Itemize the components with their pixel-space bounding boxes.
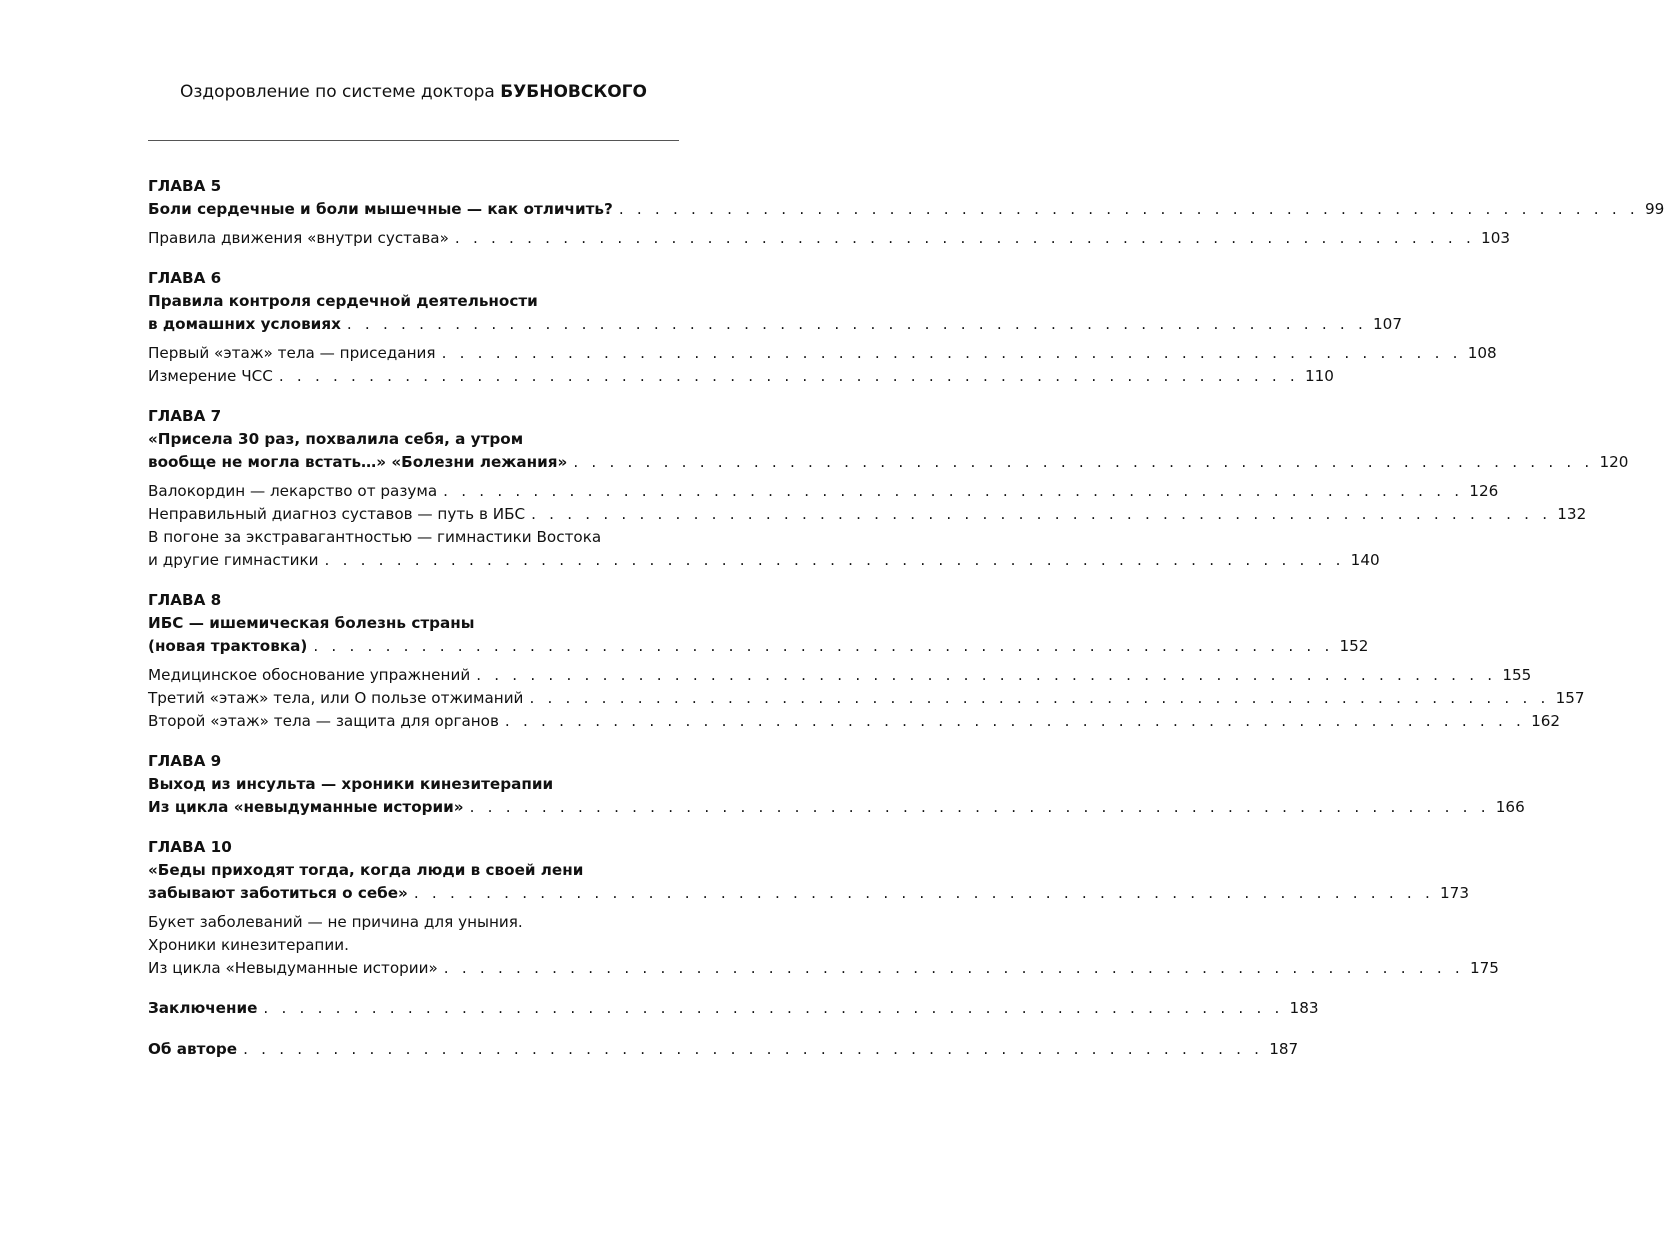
entry-title-line: Правила контроля сердечной деятельности bbox=[148, 292, 538, 310]
entry-title: Неправильный диагноз суставов — путь в ИБС bbox=[148, 505, 526, 523]
chapter-8 bbox=[148, 589, 1585, 733]
toc-entry-main[interactable] bbox=[148, 882, 1470, 905]
table-of-contents bbox=[148, 175, 1664, 1061]
toc-entry-main[interactable] bbox=[148, 313, 1403, 336]
dot-leader: . . . . . . . . . . . . . . . . . . . . . . . . . . . . . . . . . . . . . . . . . . . . . . . . . . . . . . . . . bbox=[469, 798, 1490, 816]
toc-entry[interactable] bbox=[148, 710, 1561, 733]
entry-title: Измерение ЧСС bbox=[148, 367, 273, 385]
toc-entry-main[interactable] bbox=[148, 796, 1525, 819]
entry-title-line: Выход из инсульта — хроники кинезитерапии bbox=[148, 775, 554, 793]
entry-title: (новая трактовка) bbox=[148, 637, 308, 655]
entry-title: Об авторе bbox=[148, 1040, 238, 1058]
dot-leader: . . . . . . . . . . . . . . . . . . . . . . . . . . . . . . . . . . . . . . . . . . . . . . . . . . . . . . . . . bbox=[413, 884, 1435, 902]
dot-leader: . . . . . . . . . . . . . . . . . . . . . . . . . . . . . . . . . . . . . . . . . . . . . . . . . . . . . . . . . bbox=[278, 367, 1299, 385]
page-number: 132 bbox=[1557, 505, 1587, 523]
page-number: 120 bbox=[1599, 453, 1629, 471]
dot-leader: . . . . . . . . . . . . . . . . . . . . . . . . . . . . . . . . . . . . . . . . . . . . . . . . . . . . . . . . . bbox=[441, 344, 1462, 362]
entry-title: Правила движения «внутри сустава» bbox=[148, 229, 449, 247]
page-number: 166 bbox=[1495, 798, 1525, 816]
page-number: 110 bbox=[1304, 367, 1334, 385]
page-number: 175 bbox=[1469, 959, 1499, 977]
toc-entry[interactable] bbox=[148, 687, 1585, 710]
dot-leader: . . . . . . . . . . . . . . . . . . . . . . . . . . . . . . . . . . . . . . . . . . . . . . . . . . . . . . . . . bbox=[531, 505, 1552, 523]
chapter-label: ГЛАВА 6 bbox=[148, 269, 222, 287]
toc-entry-main[interactable] bbox=[148, 635, 1369, 658]
chapter-9 bbox=[148, 750, 1525, 819]
chapter-label: ГЛАВА 10 bbox=[148, 838, 232, 856]
dot-leader: . . . . . . . . . . . . . . . . . . . . . . . . . . . . . . . . . . . . . . . . . . . . . . . . . . . . . . . . . bbox=[454, 229, 1476, 247]
chapter-7 bbox=[148, 405, 1629, 572]
page-number: 187 bbox=[1269, 1040, 1299, 1058]
entry-title-line: В погоне за экстравагантностью — гимнастики Востока bbox=[148, 528, 602, 546]
chapter-10 bbox=[148, 836, 1499, 980]
entry-title: Из цикла «Невыдуманные истории» bbox=[148, 959, 438, 977]
entry-title: Из цикла «невыдуманные истории» bbox=[148, 798, 464, 816]
running-head bbox=[0, 82, 768, 102]
toc-entry[interactable] bbox=[148, 957, 1499, 980]
entry-title: Третий «этаж» тела, или О пользе отжиманий bbox=[148, 689, 524, 707]
chapter-label: ГЛАВА 9 bbox=[148, 752, 222, 770]
page-number: 183 bbox=[1289, 999, 1319, 1017]
page-number: 173 bbox=[1440, 884, 1470, 902]
dot-leader: . . . . . . . . . . . . . . . . . . . . . . . . . . . . . . . . . . . . . . . . . . . . . . . . . . . . . . . . . bbox=[618, 200, 1639, 218]
entry-title: в домашних условиях bbox=[148, 315, 341, 333]
toc-entry-conclusion[interactable] bbox=[148, 997, 1319, 1020]
page-number: 152 bbox=[1339, 637, 1369, 655]
toc-entry[interactable] bbox=[148, 664, 1532, 687]
dot-leader: . . . . . . . . . . . . . . . . . . . . . . . . . . . . . . . . . . . . . . . . . . . . . . . . . . . . . . . . . bbox=[443, 482, 1464, 500]
toc-entry[interactable] bbox=[148, 342, 1497, 365]
page-number: 155 bbox=[1502, 666, 1532, 684]
toc-entry[interactable] bbox=[148, 549, 1380, 572]
toc-entry[interactable] bbox=[148, 365, 1334, 388]
entry-title: забывают заботиться о себе» bbox=[148, 884, 408, 902]
chapter-6 bbox=[148, 267, 1497, 388]
dot-leader: . . . . . . . . . . . . . . . . . . . . . . . . . . . . . . . . . . . . . . . . . . . . . . . . . . . . . . . . . bbox=[443, 959, 1464, 977]
page-number: 126 bbox=[1469, 482, 1499, 500]
page-number: 107 bbox=[1373, 315, 1403, 333]
page-number: 108 bbox=[1467, 344, 1497, 362]
entry-title-line: ИБС — ишемическая болезнь страны bbox=[148, 614, 475, 632]
dot-leader: . . . . . . . . . . . . . . . . . . . . . . . . . . . . . . . . . . . . . . . . . . . . . . . . . . . . . . . . . bbox=[324, 551, 1345, 569]
toc-entry[interactable] bbox=[148, 227, 1511, 250]
running-head-prefix: Оздоровление по системе доктора bbox=[180, 82, 495, 102]
running-head-author: БУБНОВСКОГО bbox=[500, 82, 647, 102]
entry-title-line: Хроники кинезитерапии. bbox=[148, 936, 349, 954]
entry-title: Боли сердечные и боли мышечные — как отличить? bbox=[148, 200, 613, 218]
dot-leader: . . . . . . . . . . . . . . . . . . . . . . . . . . . . . . . . . . . . . . . . . . . . . . . . . . . . . . . . . bbox=[243, 1040, 1264, 1058]
dot-leader: . . . . . . . . . . . . . . . . . . . . . . . . . . . . . . . . . . . . . . . . . . . . . . . . . . . . . . . . . bbox=[504, 712, 1526, 730]
entry-title: Заключение bbox=[148, 999, 258, 1017]
entry-title: вообще не могла встать…» «Болезни лежания» bbox=[148, 453, 568, 471]
chapter-label: ГЛАВА 7 bbox=[148, 407, 222, 425]
entry-title-line: «Присела 30 раз, похвалила себя, а утром bbox=[148, 430, 524, 448]
chapter-5 bbox=[148, 175, 1664, 250]
header-divider bbox=[148, 140, 679, 141]
toc-entry[interactable] bbox=[148, 480, 1499, 503]
entry-title: Валокордин — лекарство от разума bbox=[148, 482, 438, 500]
dot-leader: . . . . . . . . . . . . . . . . . . . . . . . . . . . . . . . . . . . . . . . . . . . . . . . . . . . . . . . . . bbox=[313, 637, 1334, 655]
page-number: 157 bbox=[1555, 689, 1585, 707]
dot-leader: . . . . . . . . . . . . . . . . . . . . . . . . . . . . . . . . . . . . . . . . . . . . . . . . . . . . . . . . . bbox=[346, 315, 1368, 333]
page-number: 162 bbox=[1531, 712, 1561, 730]
page-number: 99 bbox=[1644, 200, 1664, 218]
dot-leader: . . . . . . . . . . . . . . . . . . . . . . . . . . . . . . . . . . . . . . . . . . . . . . . . . . . . . . . . . bbox=[476, 666, 1497, 684]
entry-title: Второй «этаж» тела — защита для органов bbox=[148, 712, 499, 730]
toc-entry-about-author[interactable] bbox=[148, 1038, 1299, 1061]
entry-title: Первый «этаж» тела — приседания bbox=[148, 344, 436, 362]
chapter-label: ГЛАВА 8 bbox=[148, 591, 222, 609]
dot-leader: . . . . . . . . . . . . . . . . . . . . . . . . . . . . . . . . . . . . . . . . . . . . . . . . . . . . . . . . . bbox=[529, 689, 1550, 707]
dot-leader: . . . . . . . . . . . . . . . . . . . . . . . . . . . . . . . . . . . . . . . . . . . . . . . . . . . . . . . . . bbox=[263, 999, 1284, 1017]
dot-leader: . . . . . . . . . . . . . . . . . . . . . . . . . . . . . . . . . . . . . . . . . . . . . . . . . . . . . . . . . bbox=[573, 453, 1594, 471]
toc-entry[interactable] bbox=[148, 503, 1587, 526]
chapter-label: ГЛАВА 5 bbox=[148, 177, 222, 195]
toc-entry-main[interactable] bbox=[148, 198, 1664, 221]
page-number: 103 bbox=[1481, 229, 1511, 247]
entry-title-line: Букет заболеваний — не причина для уныния. bbox=[148, 913, 523, 931]
entry-title-line: «Беды приходят тогда, когда люди в своей лени bbox=[148, 861, 584, 879]
toc-entry-main[interactable] bbox=[148, 451, 1629, 474]
page-number: 140 bbox=[1350, 551, 1380, 569]
entry-title: и другие гимнастики bbox=[148, 551, 319, 569]
entry-title: Медицинское обоснование упражнений bbox=[148, 666, 471, 684]
